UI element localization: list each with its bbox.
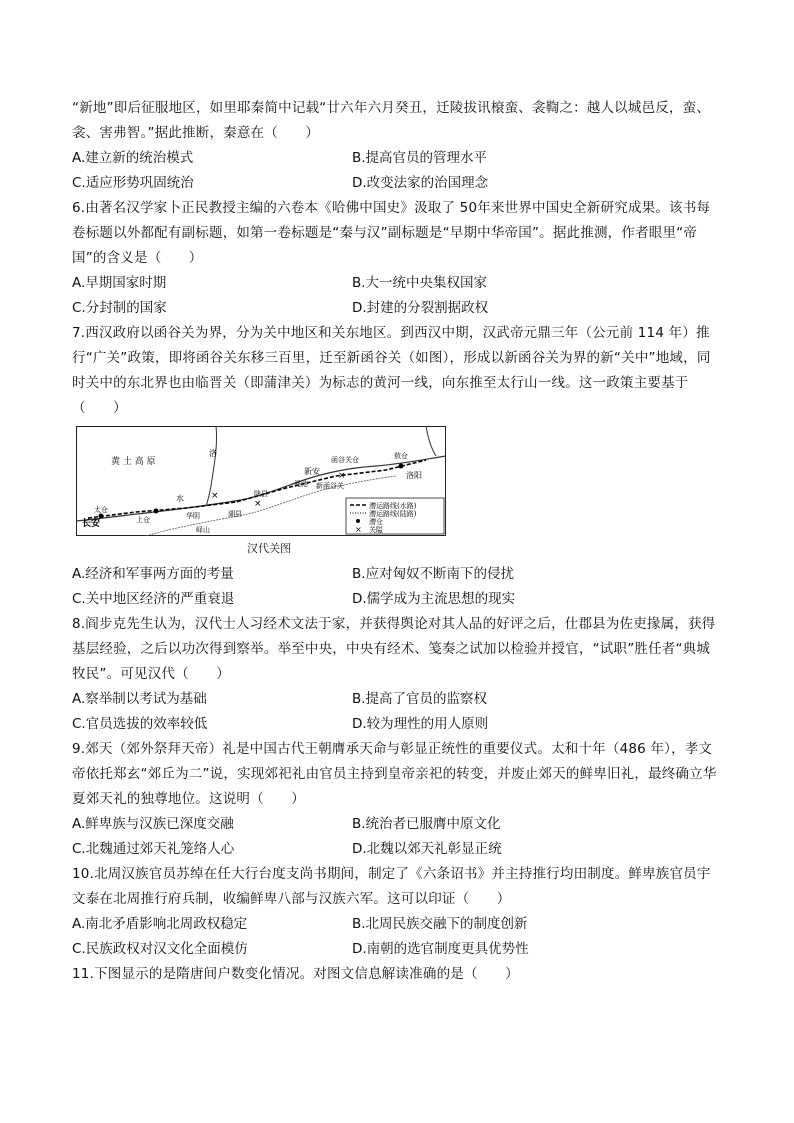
exam-page — [72, 96, 722, 987]
q9-options — [72, 812, 722, 862]
q8-option-a[interactable]: A.察举制以考试为基础 — [72, 691, 207, 707]
q8-option-d[interactable]: D.较为理性的用人原则 — [352, 716, 489, 732]
han-passes-map — [76, 426, 446, 536]
q6-option-c[interactable]: C.分封制的国家 — [72, 300, 167, 316]
q9-option-b[interactable]: B.统治者已服膺中原文化 — [352, 816, 501, 832]
map-label-hangu-new: 新函谷关 — [316, 482, 344, 490]
granary-marker — [99, 514, 104, 519]
legend-land: 漕运路线(陆路) — [369, 510, 417, 518]
q7-option-b[interactable]: B.应对匈奴不断南下的侵扰 — [352, 566, 515, 582]
q8-option-b[interactable]: B.提高了官员的监察权 — [352, 691, 488, 707]
map-label-hu: 湖县 — [228, 510, 242, 518]
map-label-huayin: 华阴 — [186, 512, 200, 520]
q8-option-c[interactable]: C.官员选拔的效率较低 — [72, 716, 208, 732]
legend-granary: 漕仓 — [369, 518, 383, 526]
map-label-plateau: 黄 土 高 原 — [111, 457, 156, 467]
q10-option-c[interactable]: C.民族政权对汉文化全面模仿 — [72, 941, 248, 957]
granary-marker — [399, 464, 404, 469]
q10-option-b[interactable]: B.北周民族交融下的制度创新 — [352, 916, 528, 932]
q5-option-c[interactable]: C.适应形势巩固统治 — [72, 175, 194, 191]
q6-stem: 6.由著名汉学家卜正民教授主编的六卷本《哈佛中国史》汲取了 50年来世界中国史全新研究成果。该书每卷标题以外都配有副标题，如第一卷标题是“秦与汉”副标题是“早期中华帝国”。据此推测，作者眼里“帝国”的含义是（ ） — [72, 200, 711, 266]
map-label-luo: 洛 — [209, 449, 217, 458]
legend-pass-swatch: × — [355, 525, 362, 534]
q5-option-d[interactable]: D.改变法家的治国理念 — [352, 175, 489, 191]
q10-options — [72, 912, 722, 962]
pass-marker: × — [254, 499, 262, 509]
legend-granary-swatch — [356, 519, 360, 523]
q9-option-c[interactable]: C.北魏通过郊天礼笼络人心 — [72, 841, 235, 857]
map-label-changan: 长安 — [82, 519, 101, 529]
q5-option-a[interactable]: A.建立新的统治模式 — [72, 150, 194, 166]
legend-water: 漕运路线(水路) — [369, 502, 417, 510]
q11-stem: 11.下图显示的是隋唐间户数变化情况。对图文信息解读准确的是（ ） — [72, 966, 519, 982]
map-label-shan: 陕县 — [254, 490, 268, 498]
map-label-river-w: 水 — [176, 494, 184, 503]
map-label-hangu-old: 函谷关仓 — [331, 456, 359, 464]
q5-options — [72, 146, 722, 196]
q7-options — [72, 562, 722, 612]
q7-option-a[interactable]: A.经济和军事两方面的考量 — [72, 566, 234, 582]
q6-options — [72, 271, 722, 321]
q6-option-b[interactable]: B.大一统中央集权国家 — [352, 275, 488, 291]
q8-stem: 8.阎步克先生认为，汉代士人习经术文法于家，并获得舆论对其人品的好评之后，仕郡县为佐吏掾属，获得基层经验，之后以功次得到察举。举至中央，中央有经术、笺奏之试加以检验并授官，“试职”胜任者“典城牧民”。可见汉代（ ） — [72, 616, 716, 682]
q8-options — [72, 687, 722, 737]
map-label-aocang: 敖仓 — [394, 452, 408, 460]
q5-option-b[interactable]: B.提高官员的管理水平 — [352, 150, 488, 166]
map-svg — [76, 426, 446, 536]
granary-marker — [154, 509, 159, 514]
map-caption: 汉代关图 — [247, 542, 291, 555]
pass-marker: × — [211, 491, 219, 501]
q9-stem: 9.郊天（郊外祭拜天帝）礼是中国古代王朝膺承天命与彰显正统性的重要仪式。太和十年（486 年），孝文帝依托郑玄“郊丘为二”说，实现郊祀礼由官员主持到皇帝亲祀的转变，并废止郊天的鲜卑旧礼，最终确立华夏郊天礼的独尊地位。这说明（ ） — [72, 741, 717, 807]
map-label-taicang: 太仓 — [94, 506, 108, 514]
q7-stem: 7.西汉政府以函谷关为界，分为关中地区和关东地区。到西汉中期，汉武帝元鼎三年（公元前 114 年）推行“广关”政策，即将函谷关东移三百里，迁至新函谷关（如图），形成以新函谷关为界的新“关中”地域，同时关中的东北界也由临晋关（即蒲津关）为标志的黄河一线，向东推至太行山一线。这一政策主要基于（ ） — [72, 325, 711, 416]
q6-option-a[interactable]: A.早期国家时期 — [72, 275, 167, 291]
map-label-mianchi: 渑池 — [294, 480, 308, 488]
q10-stem: 10.北周汉族官员苏绰在任大行台度支尚书期间，制定了《六条诏书》并主持推行均田制度。鲜卑族官员宇文泰在北周推行府兵制，收编鲜卑八部与汉族六军。这可以印证（ ） — [72, 866, 711, 907]
map-label-huashan: 峄山 — [196, 526, 210, 534]
q7-option-c[interactable]: C.关中地区经济的严重衰退 — [72, 591, 235, 607]
q6-option-d[interactable]: D.封建的分裂割据政权 — [352, 300, 489, 316]
q5-stem: “新地”即后征服地区，如里耶秦简中记载“廿六年六月癸丑，迁陵拔讯榱蛮、衾鞫之：越人以城邑反，蛮、衾、害弗智。”据此推断，秦意在（ ） — [72, 100, 711, 141]
q7-option-d[interactable]: D.儒学成为主流思想的现实 — [352, 591, 516, 607]
map-label-luoyang: 洛阳 — [406, 471, 422, 480]
pass-marker: × — [338, 471, 346, 481]
q10-option-a[interactable]: A.南北矛盾影响北周政权稳定 — [72, 916, 248, 932]
q9-option-a[interactable]: A.鲜卑族与汉族已深度交融 — [72, 816, 234, 832]
q10-option-d[interactable]: D.南朝的选官制度更具优势性 — [352, 941, 529, 957]
map-label-shangcang: 上仓 — [136, 516, 150, 524]
map-label-xinan: 新安 — [304, 467, 320, 476]
q9-option-d[interactable]: D.北魏以郊天礼彰显正统 — [352, 841, 502, 857]
legend-pass: 关隘 — [369, 526, 383, 534]
